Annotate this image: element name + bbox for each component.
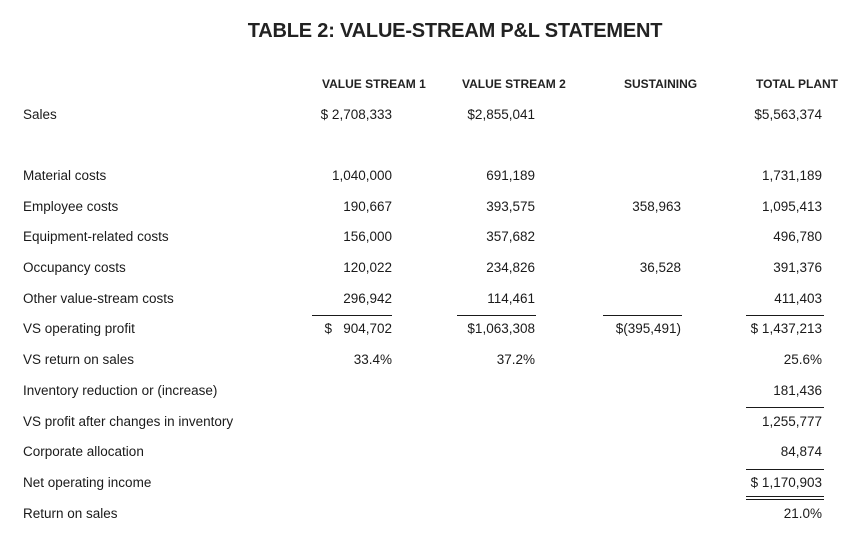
cell-value-stream-2: 234,826	[486, 260, 535, 275]
subtotal-rule	[457, 315, 536, 316]
row-label: Corporate allocation	[23, 444, 144, 459]
row-label: Return on sales	[23, 506, 118, 521]
cell-value-stream-1: 120,022	[343, 260, 392, 275]
row-label: Net operating income	[23, 475, 152, 490]
table-row	[0, 444, 850, 464]
table-row	[0, 321, 850, 341]
table-row	[0, 168, 850, 188]
table-row	[0, 229, 850, 249]
row-label: Other value-stream costs	[23, 291, 174, 306]
subtotal-rule	[746, 315, 824, 316]
subtotal-rule	[603, 315, 682, 316]
table-row	[0, 260, 850, 280]
cell-value-stream-1: 1,040,000	[331, 168, 392, 183]
cell-value-stream-2: $1,063,308	[467, 321, 535, 336]
table-row	[0, 414, 850, 434]
cell-total-plant: 84,874	[780, 444, 822, 459]
cell-total-plant: 391,376	[773, 260, 822, 275]
cell-total-plant: 496,780	[773, 229, 822, 244]
subtotal-rule	[746, 469, 824, 470]
cell-total-plant: 21.0%	[783, 506, 822, 521]
table-row	[0, 291, 850, 311]
cell-total-plant: 411,403	[774, 291, 822, 306]
subtotal-rule	[312, 315, 392, 316]
cell-total-plant: 181,436	[773, 383, 822, 398]
cell-value-stream-2: $2,855,041	[467, 107, 535, 122]
table-row	[0, 383, 850, 403]
row-label: Sales	[23, 107, 57, 122]
header-total-plant: TOTAL PLANT	[756, 77, 838, 91]
cell-value-stream-2: 357,682	[486, 229, 535, 244]
cell-value-stream-2: 691,189	[486, 168, 535, 183]
cell-value-stream-1: 156,000	[343, 229, 392, 244]
row-label: Occupancy costs	[23, 260, 126, 275]
row-label: Employee costs	[23, 199, 119, 214]
subtotal-rule	[746, 407, 824, 408]
cell-sustaining: 36,528	[639, 260, 681, 275]
row-label: VS operating profit	[23, 321, 135, 336]
cell-value-stream-1: 296,942	[343, 291, 392, 306]
cell-total-plant: 1,095,413	[761, 199, 822, 214]
cell-value-stream-1: $ 904,702	[324, 321, 392, 336]
cell-value-stream-1: $ 2,708,333	[320, 107, 392, 122]
cell-total-plant: 25.6%	[783, 352, 822, 367]
cell-sustaining: $(395,491)	[615, 321, 681, 336]
cell-value-stream-2: 114,461	[487, 291, 535, 306]
cell-sustaining: 358,963	[632, 199, 681, 214]
table-row	[0, 199, 850, 219]
cell-total-plant: $ 1,437,213	[750, 321, 822, 336]
total-double-rule	[746, 496, 824, 497]
header-value-stream-1: VALUE STREAM 1	[322, 77, 426, 91]
table-title: TABLE 2: VALUE-STREAM P&L STATEMENT	[247, 20, 663, 42]
row-label: Material costs	[23, 168, 107, 183]
table-row	[0, 475, 850, 495]
table-row	[0, 352, 850, 372]
row-label: Inventory reduction or (increase)	[23, 383, 218, 398]
row-label: VS profit after changes in inventory	[23, 414, 234, 429]
cell-value-stream-2: 37.2%	[496, 352, 535, 367]
row-label: VS return on sales	[23, 352, 135, 367]
table-row	[0, 506, 850, 526]
cell-total-plant: 1,731,189	[761, 168, 822, 183]
cell-value-stream-1: 33.4%	[353, 352, 392, 367]
cell-total-plant: $5,563,374	[754, 107, 822, 122]
row-label: Equipment-related costs	[23, 229, 169, 244]
header-value-stream-2: VALUE STREAM 2	[462, 77, 566, 91]
cell-total-plant: 1,255,777	[761, 414, 822, 429]
table-row	[0, 107, 850, 127]
total-double-rule	[746, 499, 824, 500]
header-sustaining: SUSTAINING	[624, 77, 698, 91]
cell-value-stream-2: 393,575	[486, 199, 535, 214]
cell-total-plant: $ 1,170,903	[750, 475, 822, 490]
cell-value-stream-1: 190,667	[343, 199, 392, 214]
